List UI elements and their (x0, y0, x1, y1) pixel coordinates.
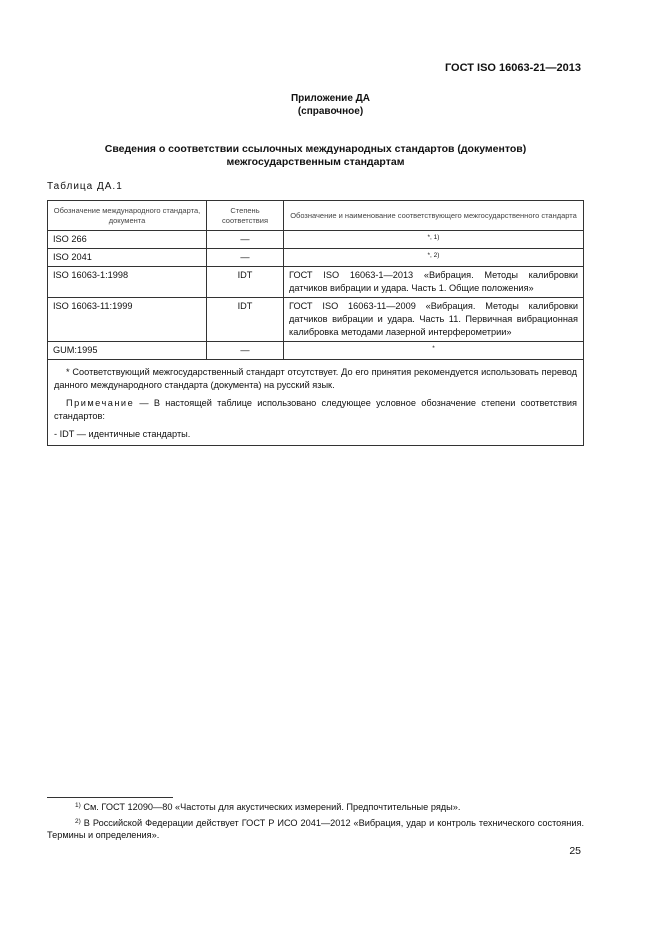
section-title-line-2: межгосударственным стандартам (226, 156, 405, 168)
cell-standard: ISO 2041 (48, 249, 207, 267)
annex-title: Приложение ДА (290, 93, 371, 104)
table-row (48, 249, 584, 267)
table-row (48, 231, 584, 249)
note-text: — В настоящей таблице использовано следующее условное обозначение степени соответствия стандартов: (54, 398, 577, 421)
footnote-ref: *, 2) (427, 252, 440, 259)
section-title (60, 143, 571, 169)
footnote (47, 817, 584, 842)
table-footnote-star: * Соответствующий межгосударственный стандарт отсутствует. До его принятия рекомендуется использовать перевод данного международного стандарта (документа) на русский язык. (54, 367, 577, 390)
cell-note: ГОСТ ISO 16063-1—2013 «Вибрация. Методы калибровки датчиков вибрации и удара. Часть 1. Общие положения» (284, 267, 584, 298)
footnote-divider (47, 797, 173, 798)
footnote (47, 801, 584, 814)
table-caption: Таблица ДА.1 (47, 181, 123, 192)
annex-subtitle: (справочное) (297, 106, 364, 117)
footnote-text: См. ГОСТ 12090—80 «Частоты для акустических измерений. Предпочтительные ряды». (80, 802, 461, 812)
footnote-text: В Российской Федерации действует ГОСТ Р ИСО 2041—2012 «Вибрация, удар и контроль технического состояния. Термины и определения». (47, 817, 584, 840)
document-code: ГОСТ ISO 16063-21—2013 (444, 62, 581, 74)
table-notes (48, 360, 584, 446)
table-row (48, 342, 584, 360)
footnote-mark: 2) (75, 817, 81, 825)
cell-standard: GUM:1995 (48, 342, 207, 360)
table-note (54, 397, 577, 423)
note-label: Примечание (66, 398, 135, 408)
footnote-ref: * (432, 345, 435, 352)
table-notes-row (48, 360, 584, 446)
table-row (48, 267, 584, 298)
footnote-mark: 1) (75, 802, 81, 809)
header-degree: Степень соответствия (207, 201, 284, 231)
cell-degree: IDT (207, 267, 284, 298)
cell-standard: ISO 266 (48, 231, 207, 249)
footnote-ref: *, 1) (427, 234, 440, 241)
page-footnotes (47, 801, 584, 845)
correspondence-table (47, 200, 584, 446)
cell-note (284, 249, 584, 267)
section-title-line-1: Сведения о соответствии ссылочных международных стандартов (документов) (104, 143, 527, 155)
cell-note: ГОСТ ISO 16063-11—2009 «Вибрация. Методы калибровки датчиков вибрации и удара. Часть 11. Первичная вибрационная калибровка методами лазерной интерферометрии» (284, 298, 584, 342)
cell-note (284, 231, 584, 249)
cell-degree: IDT (207, 298, 284, 342)
cell-standard: ISO 16063-1:1998 (48, 267, 207, 298)
cell-standard: ISO 16063-11:1999 (48, 298, 207, 342)
cell-note (284, 342, 584, 360)
page-number: 25 (569, 845, 581, 857)
table-row (48, 298, 584, 342)
cell-degree: — (207, 342, 284, 360)
header-interstate-standard: Обозначение и наименование соответствующего межгосударственного стандарта (284, 201, 584, 231)
annex-heading (0, 92, 661, 118)
note-item: - IDT — идентичные стандарты. (54, 429, 191, 439)
cell-degree: — (207, 231, 284, 249)
header-international-standard: Обозначение международного стандарта, документа (48, 201, 207, 231)
table-header-row (48, 201, 584, 231)
cell-degree: — (207, 249, 284, 267)
